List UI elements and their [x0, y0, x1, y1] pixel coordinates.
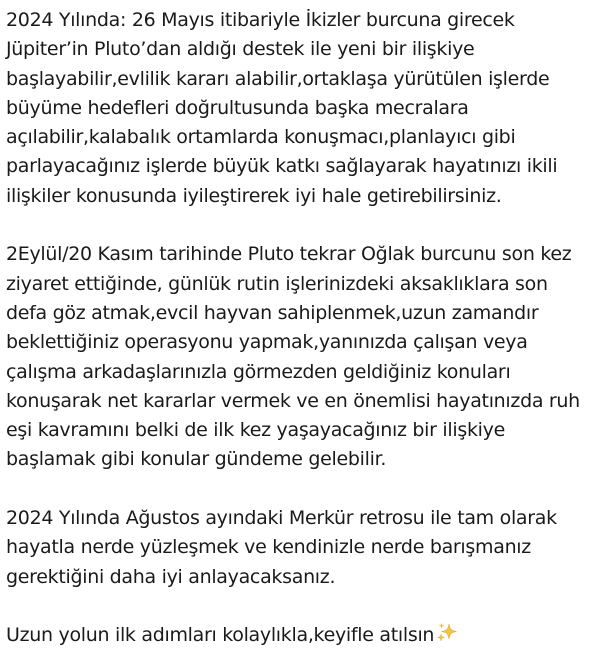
text-line: beklettiğiniz operasyonu yapmak,yanınızda çalışan veya: [6, 331, 528, 354]
text-line: ziyaret ettiğinde, günlük rutin işlerinizdeki aksaklıklara son: [6, 272, 548, 295]
paragraph-mercury: [6, 504, 592, 592]
text-line: [6, 621, 592, 650]
paragraph-pluto: [6, 240, 592, 474]
text-line: parlayacağınız işlerde büyük katkı sağlayarak hayatınızı ikili: [6, 155, 558, 178]
text-line: gerektiğini daha iyi anlayacaksanız.: [6, 565, 336, 588]
text-line: Jüpiter’in Pluto’dan aldığı destek ile yeni bir ilişkiye: [6, 38, 475, 61]
sparkles-icon: [435, 621, 459, 645]
text-line: konuşarak net kararlar vermek ve en önemlisi hayatınızda ruh: [6, 389, 580, 412]
text-line: başlamak gibi konular gündeme gelebilir.: [6, 448, 387, 471]
text-line: ilişkiler konusunda iyileştirerek iyi hale getirebilirsiniz.: [6, 184, 502, 207]
closing-text: Uzun yolun ilk adımları kolaylıkla,keyifle atılsın: [6, 624, 435, 647]
paragraph-spacer: [6, 475, 592, 504]
text-line: 2024 Yılında Ağustos ayındaki Merkür retrosu ile tam olarak: [6, 507, 557, 530]
text-line: 2024 Yılında: 26 Mayıs itibariyle İkizler burcuna girecek: [6, 9, 515, 31]
paragraph-spacer: [6, 211, 592, 240]
text-line: açılabilir,kalabalık ortamlarda konuşmacı,planlayıcı gibi: [6, 126, 516, 149]
text-line: defa göz atmak,evcil hayvan sahiplenmek,uzun zamandır: [6, 301, 539, 324]
paragraph-spacer: [6, 592, 592, 621]
text-line: başlayabilir,evlilik kararı alabilir,ortaklaşa yürütülen işlerde: [6, 67, 550, 90]
text-line: 2Eylül/20 Kasım tarihinde Pluto tekrar Oğlak burcunu son kez: [6, 243, 572, 266]
text-line: hayatla nerde yüzleşmek ve kendinizle nerde barışmanız: [6, 536, 531, 559]
text-line: çalışma arkadaşlarınızla görmezden geldiğiniz konuları: [6, 360, 511, 383]
paragraph-jupiter: [6, 6, 592, 211]
text-line: büyüme hedefleri doğrultusunda başka mecralara: [6, 96, 469, 119]
text-line: eşi kavramını belki de ilk kez yaşayacağınız bir ilişkiye: [6, 419, 505, 442]
paragraph-closing: [6, 621, 592, 650]
